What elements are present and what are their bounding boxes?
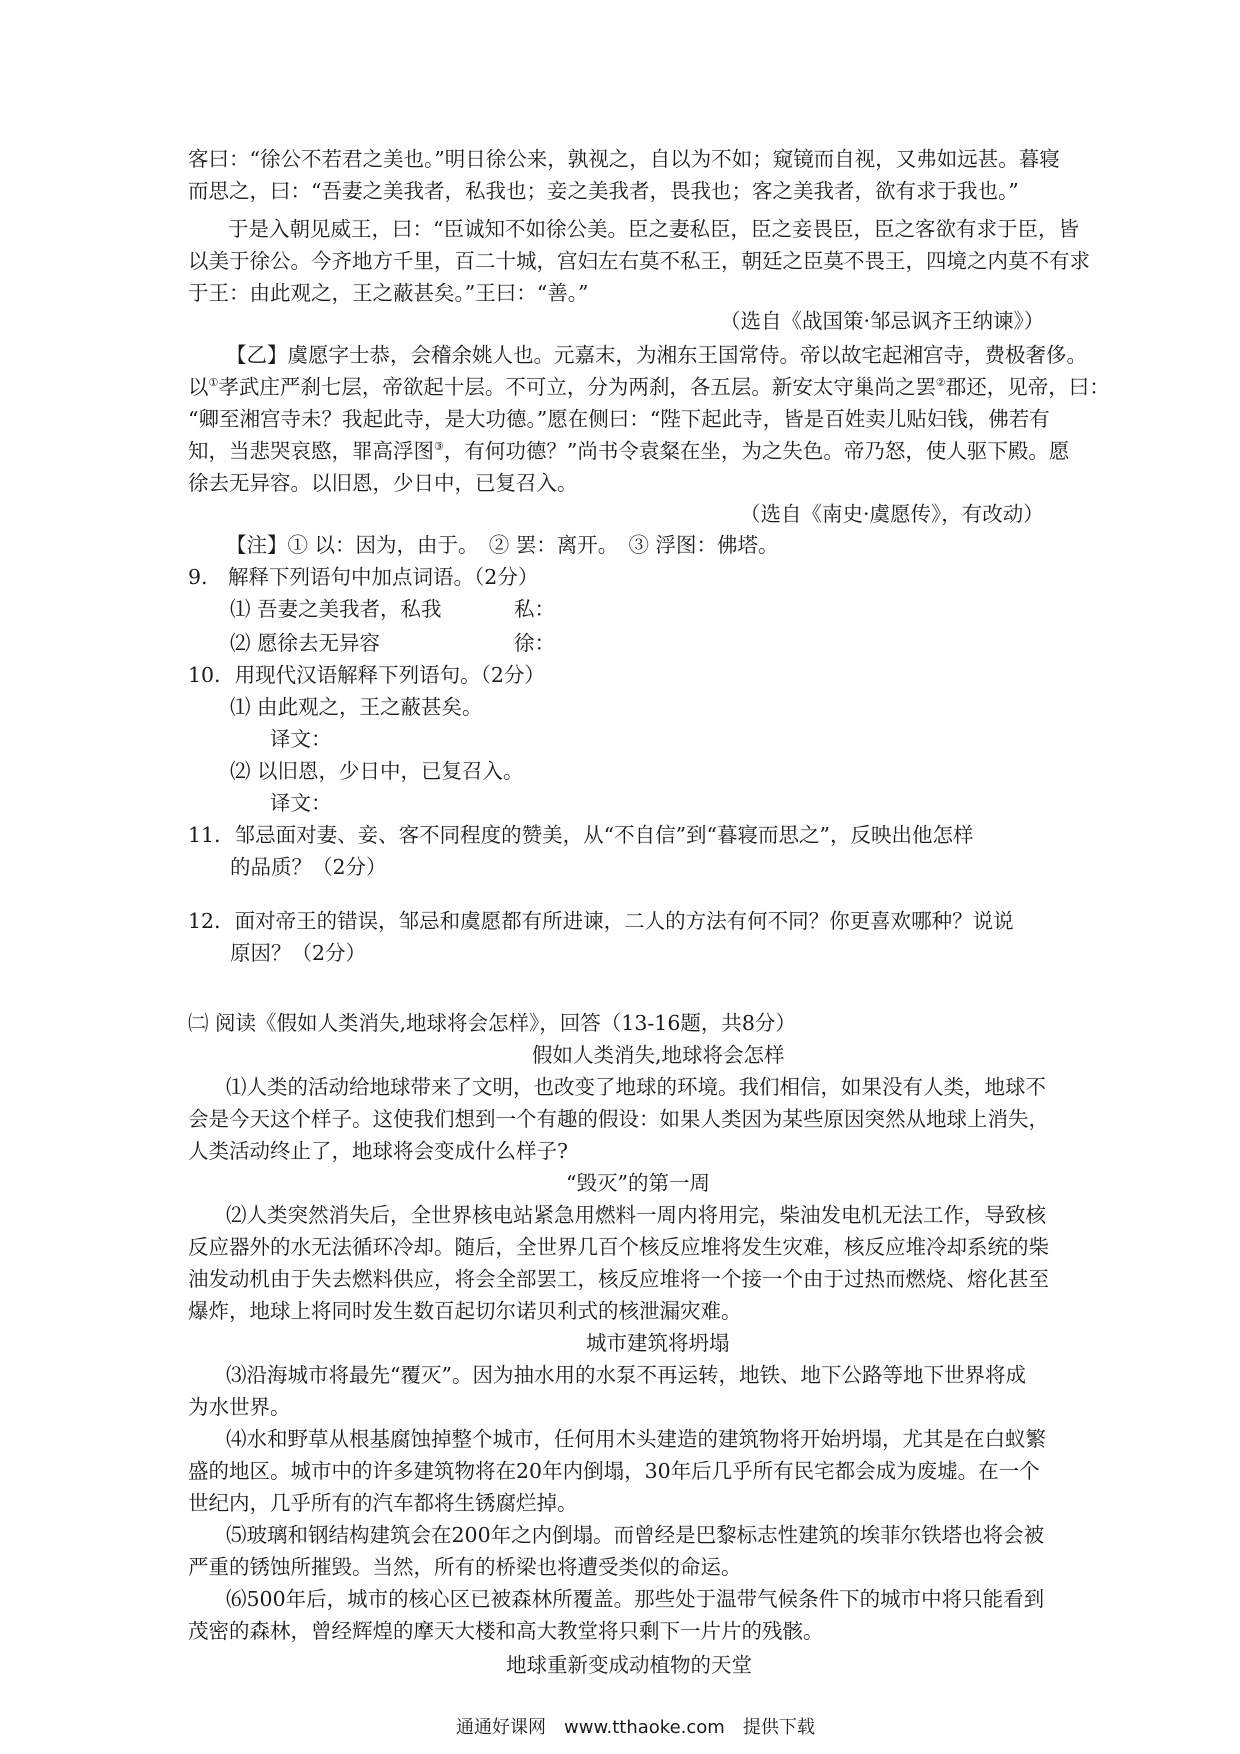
yi-source: （选自《南史·虞愿传》，有改动） (740, 502, 1044, 526)
question-9-1: ⑴ 吾妻之美我者，私我 (230, 597, 442, 621)
question-12-line-2: 原因？（2分） (230, 941, 367, 965)
yi-line-2-b: 孝武庄严刹七层，帝欲起十层。不可立，分为两刹，各五层。新安太守巢尚之罢 (218, 375, 936, 399)
heading-first-week: “毁灭”的第一周 (566, 1171, 710, 1195)
yi-line-2-c: 郡还，见帝，曰： (945, 375, 1110, 399)
jia-source: （选自《战国策·邹忌讽齐王纳谏》） (720, 309, 1045, 333)
footer-watermark: 通通好课网 www.tthaoke.com 提供下载 (456, 1717, 815, 1738)
article-p2-line-1: ⑵人类突然消失后，全世界核电站紧急用燃料一周内将用完，柴油发电机无法工作，导致核 (226, 1203, 1046, 1227)
question-10: 10．用现代汉语解释下列语句。（2分） (188, 663, 545, 687)
yi-line-4-b: ，有何功德？”尚书令袁粲在坐，为之失色。帝乃怒，使人驱下殿。愿 (443, 439, 1070, 463)
question-10-2: ⑵ 以旧恩，少日中，已复召入。 (230, 759, 524, 783)
question-9-1-blank: 私： (514, 597, 555, 621)
article-p1-line-1: ⑴人类的活动给地球带来了文明，也改变了地球的环境。我们相信，如果没有人类，地球不 (226, 1075, 1046, 1099)
footnote-marker-3: ③ (434, 440, 444, 454)
article-p3-line-1: ⑶沿海城市将最先“覆灭”。因为抽水用的水泵不再运转，地铁、地下公路等地下世界将成 (226, 1363, 1026, 1387)
yi-line-3: “卿至湘宫寺未？我起此寺，是大功德。”愿在侧曰：“陛下起此寺，皆是百姓卖儿贴妇钱，佛若有 (188, 407, 1050, 431)
jia-line-5: 于王：由此观之，王之蔽甚矣。”王曰：“善。” (188, 281, 589, 305)
article-p1-line-2: 会是今天这个样子。这使我们想到一个有趣的假设：如果人类因为某些原因突然从地球上消失， (188, 1107, 1049, 1131)
article-p5-line-2: 严重的锈蚀所摧毁。当然，所有的桥梁也将遭受类似的命运。 (188, 1555, 742, 1579)
question-9-2: ⑵ 愿徐去无异容 (230, 631, 381, 655)
question-10-2-answer: 译文： (270, 791, 332, 815)
article-p6-line-2: 茂密的森林，曾经辉煌的摩天大楼和高大教堂将只剩下一片片的残骸。 (188, 1619, 824, 1643)
heading-collapse: 城市建筑将坍塌 (586, 1331, 730, 1355)
jia-line-1: 客曰：“徐公不若君之美也。”明日徐公来，孰视之，自以为不如；窥镜而自视，又弗如远甚。暮寝 (188, 147, 1060, 171)
jia-line-4: 以美于徐公。今齐地方千里，百二十城，宫妇左右莫不私王，朝廷之臣莫不畏王，四境之内莫不有求 (188, 249, 1090, 273)
yi-line-4-a: 知，当悲哭哀愍，罪高浮图 (188, 439, 434, 463)
article-p6-line-1: ⑹500年后，城市的核心区已被森林所覆盖。那些处于温带气候条件下的城市中将只能看到 (226, 1587, 1045, 1611)
yi-line-1: 【乙】虞愿字士恭，会稽余姚人也。元嘉末，为湘东王国常侍。帝以故宅起湘宫寺，费极奢侈。 (226, 343, 1087, 367)
article-p5-line-1: ⑸玻璃和钢结构建筑会在200年之内倒塌。而曾经是巴黎标志性建筑的埃菲尔铁塔也将会被 (226, 1523, 1045, 1547)
question-9: 9. 解释下列语句中加点词语。（2分） (188, 565, 539, 589)
article-p3-line-2: 为水世界。 (188, 1395, 291, 1419)
footnote-marker-2: ② (935, 376, 946, 390)
yi-line-5: 徐去无异容。以旧恩，少日中，已复召入。 (188, 471, 578, 495)
yi-notes: 【注】① 以：因为，由于。 ② 罢：离开。 ③ 浮图：佛塔。 (226, 533, 779, 557)
question-10-1-answer: 译文： (270, 727, 332, 751)
question-11-line-2: 的品质？（2分） (230, 855, 387, 879)
yi-line-2-a: 以 (188, 375, 209, 399)
article-p2-line-3: 油发动机由于失去燃料供应，将会全部罢工，核反应堆将一个接一个由于过热而燃烧、熔化甚至 (188, 1267, 1049, 1291)
question-12-line-1: 12．面对帝王的错误，邹忌和虞愿都有所进谏，二人的方法有何不同？你更喜欢哪种？说说 (188, 909, 1014, 933)
question-11-line-1: 11．邹忌面对妻、妾、客不同程度的赞美，从“不自信”到“暮寝而思之”，反映出他怎样 (188, 823, 974, 847)
jia-line-3: 于是入朝见威王，曰：“臣诚知不如徐公美。臣之妻私臣，臣之妾畏臣，臣之客欲有求于臣，皆 (228, 217, 1079, 241)
article-p4-line-2: 盛的地区。城市中的许多建筑物将在20年内倒塌，30年后几乎所有民宅都会成为废墟。在一个 (188, 1459, 1040, 1483)
article-p2-line-2: 反应器外的水无法循环冷却。随后，全世界几百个核反应堆将发生灾难，核反应堆冷却系统的柴 (188, 1235, 1049, 1259)
article-p1-line-3: 人类活动终止了，地球将会变成什么样子? (188, 1139, 568, 1163)
yi-line-4 (188, 440, 1069, 464)
yi-line-2 (188, 376, 1110, 400)
article-p2-line-4: 爆炸，地球上将同时发生数百起切尔诺贝利式的核泄漏灾难。 (188, 1299, 742, 1323)
footnote-marker-1: ① (208, 376, 219, 390)
jia-line-2: 而思之，曰：“吾妻之美我者，私我也；妾之美我者，畏我也；客之美我者，欲有求于我也。” (188, 179, 1019, 203)
article-p4-line-3: 世纪内，几乎所有的汽车都将生锈腐烂掉。 (188, 1491, 578, 1515)
article-title: 假如人类消失,地球将会怎样 (532, 1043, 785, 1067)
section-2-intro: ㈡ 阅读《假如人类消失,地球将会怎样》，回答（13-16题，共8分） (188, 1011, 796, 1035)
heading-paradise: 地球重新变成动植物的天堂 (506, 1653, 752, 1677)
question-10-1: ⑴ 由此观之，王之蔽甚矣。 (230, 695, 483, 719)
article-p4-line-1: ⑷水和野草从根基腐蚀掉整个城市，任何用木头建造的建筑物将开始坍塌，尤其是在白蚁繁 (226, 1427, 1046, 1451)
question-9-2-blank: 徐： (514, 631, 555, 655)
